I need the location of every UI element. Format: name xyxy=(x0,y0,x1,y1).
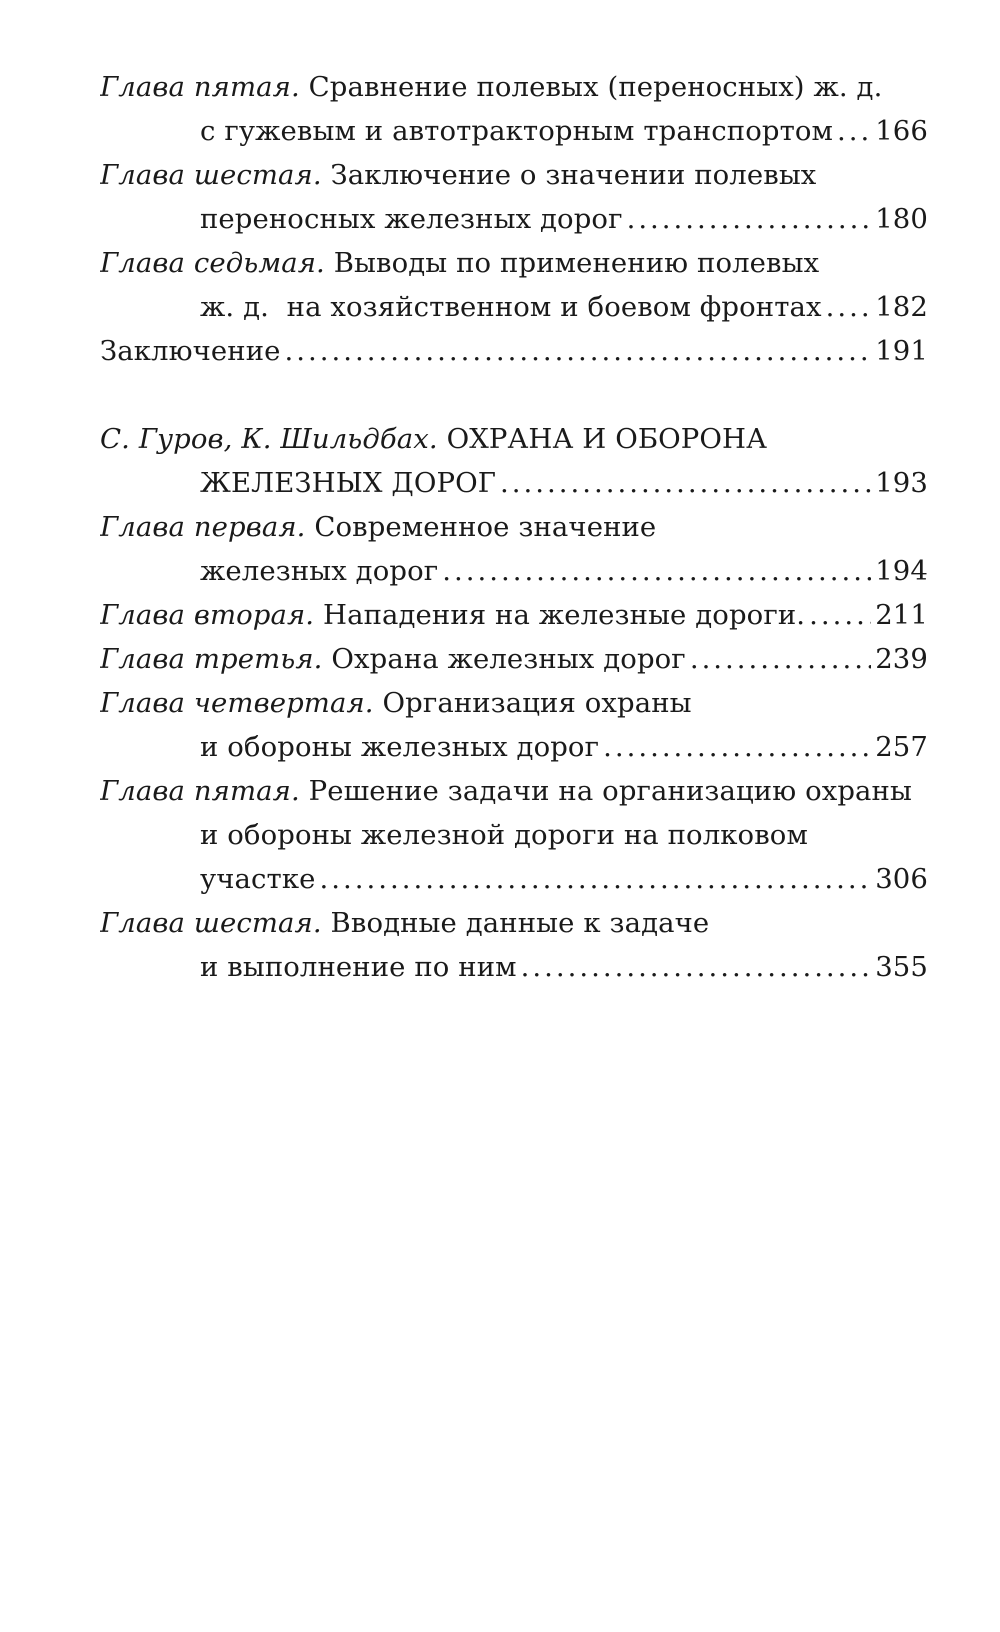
page-number: 193 xyxy=(875,467,928,499)
section-title: Заключение xyxy=(100,335,281,367)
page-number: 191 xyxy=(875,335,928,367)
dot-leader xyxy=(826,285,872,329)
toc-entry-chapter-2 xyxy=(100,593,928,637)
chapter-title-continued: и обороны железной дороги на полковом xyxy=(200,819,808,851)
chapter-heading xyxy=(100,593,805,637)
dot-leader xyxy=(285,329,872,373)
chapter-title-continued: и выполнение по ним xyxy=(200,951,517,983)
toc-entry-chapter-5 xyxy=(100,65,928,153)
toc-entry-continuation xyxy=(100,461,928,505)
toc-entry-chapter-7 xyxy=(100,241,928,329)
dot-leader xyxy=(603,725,871,769)
chapter-title: Современное значение xyxy=(314,511,657,543)
dot-leader xyxy=(690,637,871,681)
toc-entry-continuation xyxy=(100,813,928,857)
toc-entry-chapter-3 xyxy=(100,637,928,681)
toc-entry-heading xyxy=(100,505,928,549)
toc-entry-heading xyxy=(100,901,928,945)
toc-entry-continuation xyxy=(100,725,928,769)
part-title: ОХРАНА И ОБОРОНА xyxy=(446,423,768,455)
toc-entry-chapter-4 xyxy=(100,681,928,769)
chapter-title: Сравнение полевых (переносных) ж. д. xyxy=(308,71,883,103)
chapter-title: Организация охраны xyxy=(382,687,692,719)
page-number: 306 xyxy=(875,863,928,895)
toc-entry-heading xyxy=(100,153,928,197)
chapter-label: Глава вторая. xyxy=(100,599,315,631)
dot-leader xyxy=(627,197,872,241)
dot-leader xyxy=(837,109,871,153)
chapter-title-continued: железных дорог xyxy=(200,555,439,587)
toc-entry-continuation xyxy=(100,549,928,593)
chapter-title-continued: переносных железных дорог xyxy=(200,203,623,235)
chapter-label: Глава шестая. xyxy=(100,907,322,939)
toc-entry-heading xyxy=(100,769,928,813)
chapter-label: Глава пятая. xyxy=(100,775,300,807)
chapter-title: Заключение о значении полевых xyxy=(330,159,817,191)
chapter-title-continued: и обороны железных дорог xyxy=(200,731,600,763)
dot-leader xyxy=(521,945,872,989)
toc-entry-heading xyxy=(100,593,928,637)
toc-part-header xyxy=(100,417,928,505)
chapter-title-continued: участке xyxy=(200,863,316,895)
toc-entry-chapter-1 xyxy=(100,505,928,593)
chapter-label: Глава третья. xyxy=(100,643,323,675)
toc-entry-chapter-6b xyxy=(100,901,928,989)
chapter-title: Решение задачи на организацию охраны xyxy=(308,775,912,807)
chapter-title: Охрана железных дорог xyxy=(331,643,686,675)
page-number: 194 xyxy=(875,555,928,587)
page-number: 239 xyxy=(875,643,928,675)
toc-entry-chapter-6 xyxy=(100,153,928,241)
toc-entry-continuation xyxy=(100,285,928,329)
page-number: 166 xyxy=(875,115,928,147)
page-number: 211 xyxy=(875,599,928,631)
dot-leader xyxy=(500,461,871,505)
chapter-title-continued: ж. д. на хозяйственном и боевом фронтах xyxy=(200,291,822,323)
toc-entry-continuation xyxy=(100,109,928,153)
page-number: 257 xyxy=(875,731,928,763)
section-spacer xyxy=(100,373,928,417)
toc-entry-heading xyxy=(100,681,928,725)
authors: С. Гуров, К. Шильдбах. xyxy=(100,423,438,455)
toc-entry-heading xyxy=(100,637,928,681)
page-number: 355 xyxy=(875,951,928,983)
dot-leader xyxy=(809,593,871,637)
chapter-title: Нападения на железные дороги. xyxy=(323,599,806,631)
toc-entry-heading xyxy=(100,241,928,285)
chapter-label: Глава первая. xyxy=(100,511,306,543)
toc-entry-conclusion xyxy=(100,329,928,373)
chapter-label: Глава седьмая. xyxy=(100,247,325,279)
toc-entry-continuation xyxy=(100,945,928,989)
toc-entry-continuation xyxy=(100,857,928,901)
page-number: 180 xyxy=(875,203,928,235)
chapter-title: Вводные данные к задаче xyxy=(330,907,710,939)
toc-entry-continuation xyxy=(100,197,928,241)
table-of-contents xyxy=(100,65,928,989)
chapter-heading xyxy=(100,637,686,681)
chapter-title-continued: с гужевым и автотракторным транспортом xyxy=(200,115,834,147)
dot-leader xyxy=(320,857,872,901)
chapter-label: Глава шестая. xyxy=(100,159,322,191)
part-title-continued: ЖЕЛЕЗНЫХ ДОРОГ xyxy=(200,467,497,499)
page-number: 182 xyxy=(875,291,928,323)
chapter-label: Глава четвертая. xyxy=(100,687,374,719)
toc-entry-heading xyxy=(100,65,928,109)
toc-entry-heading xyxy=(100,329,928,373)
toc-entry-chapter-5b xyxy=(100,769,928,901)
toc-entry-heading xyxy=(100,417,928,461)
chapter-label: Глава пятая. xyxy=(100,71,300,103)
dot-leader xyxy=(442,549,871,593)
chapter-title: Выводы по применению полевых xyxy=(333,247,820,279)
